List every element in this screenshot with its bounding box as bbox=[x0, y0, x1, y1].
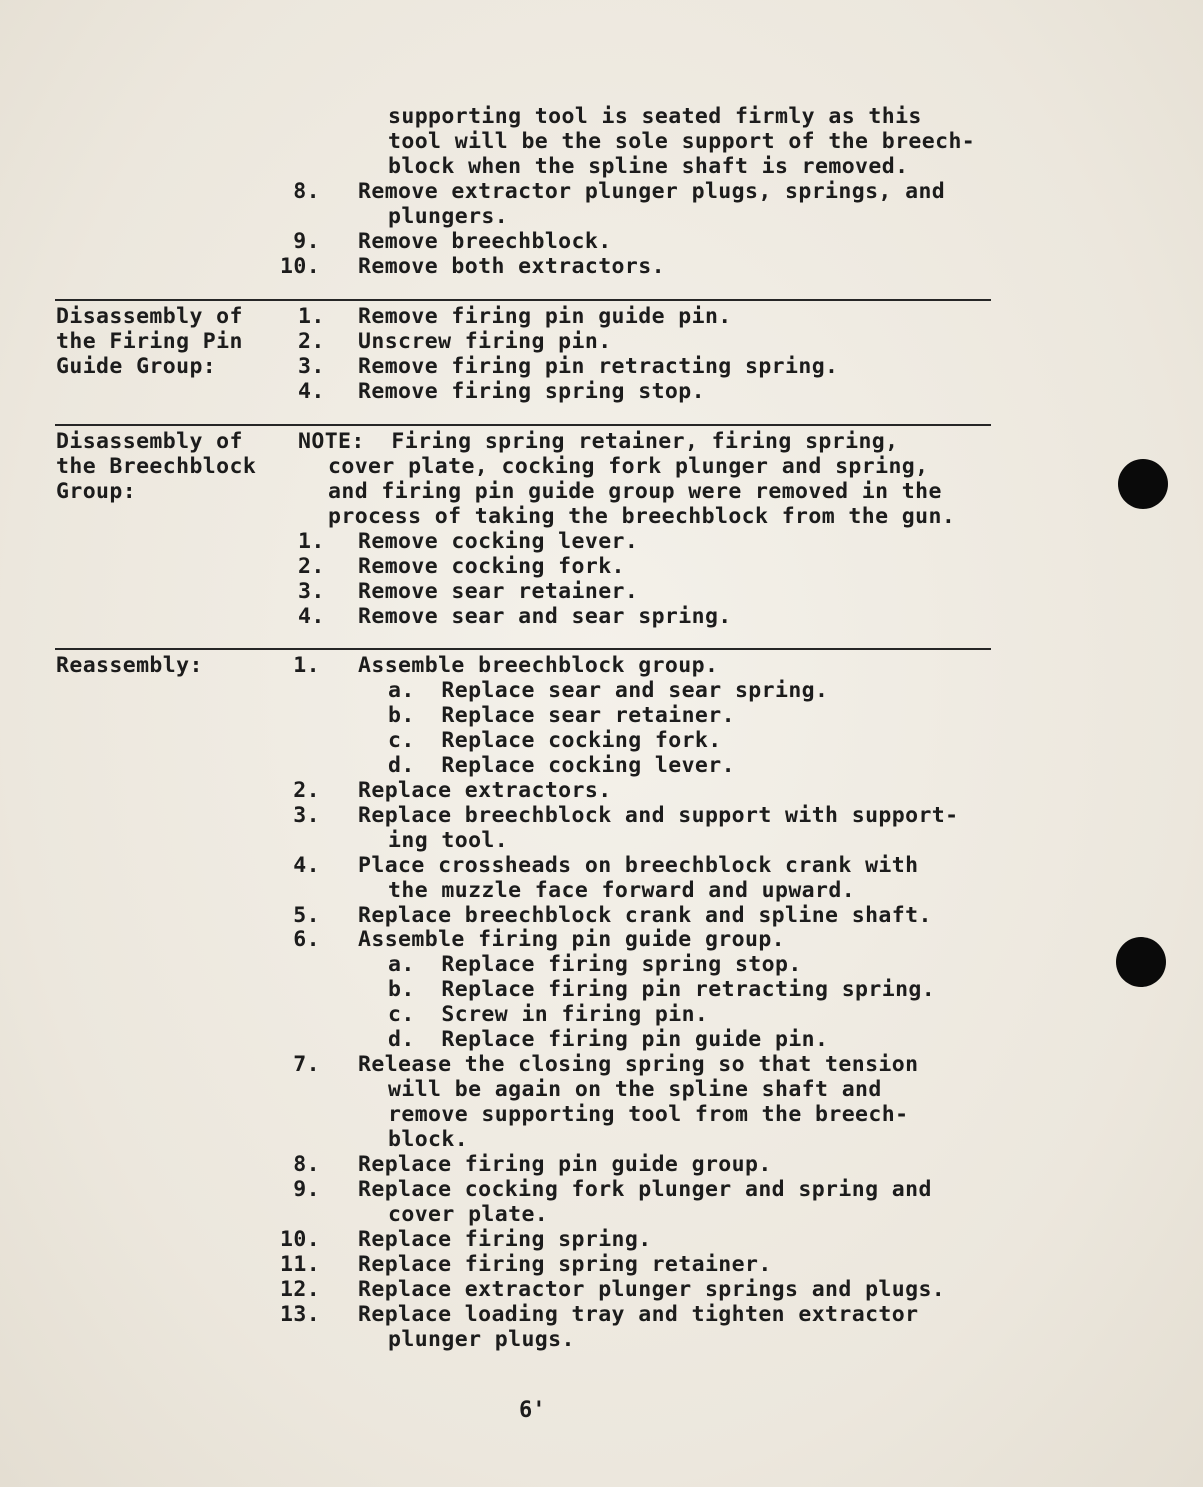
step-number: 11. bbox=[280, 1251, 321, 1277]
note-text: cover plate, cocking fork plunger and spring, bbox=[328, 454, 929, 479]
step-text: Remove sear retainer. bbox=[358, 579, 639, 604]
step-number: 9. bbox=[293, 229, 320, 254]
continuation-line: block when the spline shaft is removed. bbox=[388, 154, 909, 179]
step-text: Replace loading tray and tighten extractor bbox=[358, 1301, 919, 1327]
sub-step-text: a. Replace sear and sear spring. bbox=[388, 677, 829, 703]
sub-step-text: b. Replace sear retainer. bbox=[388, 702, 735, 728]
step-text: Replace firing spring retainer. bbox=[358, 1251, 772, 1277]
step-text: Remove firing pin retracting spring. bbox=[358, 354, 839, 379]
step-text: will be again on the spline shaft and bbox=[388, 1077, 882, 1103]
step-number: 4. bbox=[298, 604, 325, 629]
step-number: 7. bbox=[293, 1052, 320, 1078]
sub-step-text: d. Replace cocking lever. bbox=[388, 752, 735, 778]
step-number: 3. bbox=[298, 579, 325, 604]
section-heading: Reassembly: bbox=[56, 653, 203, 678]
binder-hole bbox=[1116, 937, 1166, 987]
section-divider bbox=[55, 648, 991, 650]
step-number: 5. bbox=[293, 902, 320, 928]
continuation-line: supporting tool is seated firmly as this bbox=[388, 104, 922, 129]
section-heading: Group: bbox=[56, 479, 137, 504]
section-heading: Disassembly of bbox=[56, 429, 243, 454]
step-text: Replace extractors. bbox=[358, 777, 612, 803]
section-divider bbox=[55, 299, 991, 301]
sub-step-text: b. Replace firing pin retracting spring. bbox=[388, 977, 936, 1003]
step-number: 4. bbox=[298, 379, 325, 404]
step-text: Remove sear and sear spring. bbox=[358, 604, 732, 629]
step-text: Remove cocking fork. bbox=[358, 554, 625, 579]
step-text: ing tool. bbox=[388, 827, 509, 853]
sub-step-text: c. Screw in firing pin. bbox=[388, 1002, 709, 1028]
sub-step-text: c. Replace cocking fork. bbox=[388, 727, 722, 753]
step-number: 3. bbox=[298, 354, 325, 379]
step-text: Assemble firing pin guide group. bbox=[358, 927, 786, 953]
section-divider bbox=[55, 424, 991, 426]
step-text: plungers. bbox=[388, 204, 509, 229]
step-number: 9. bbox=[293, 1176, 320, 1202]
step-text: Replace firing spring. bbox=[358, 1226, 652, 1252]
step-text: Replace extractor plunger springs and plugs. bbox=[358, 1276, 946, 1302]
step-number: 8. bbox=[293, 1152, 320, 1177]
step-number: 2. bbox=[298, 329, 325, 354]
step-text: Remove firing pin guide pin. bbox=[358, 304, 732, 329]
step-text: cover plate. bbox=[388, 1201, 549, 1227]
step-text: Replace breechblock crank and spline shaft. bbox=[358, 902, 932, 928]
step-text: plunger plugs. bbox=[388, 1326, 575, 1352]
section-heading: the Firing Pin bbox=[56, 329, 243, 354]
step-text: Remove both extractors. bbox=[358, 254, 665, 279]
page-number: 6' bbox=[519, 1398, 546, 1423]
step-text: Assemble breechblock group. bbox=[358, 653, 719, 678]
step-number: 1. bbox=[298, 304, 325, 329]
sub-step-text: a. Replace firing spring stop. bbox=[388, 952, 802, 978]
step-number: 2. bbox=[298, 554, 325, 579]
binder-hole bbox=[1118, 459, 1168, 509]
step-number: 1. bbox=[293, 653, 320, 678]
step-number: 10. bbox=[280, 254, 321, 279]
step-text: Remove extractor plunger plugs, springs, and bbox=[358, 179, 946, 204]
step-number: 6. bbox=[293, 927, 320, 953]
step-text: Replace cocking fork plunger and spring and bbox=[358, 1176, 932, 1202]
step-number: 3. bbox=[293, 802, 320, 828]
continuation-line: tool will be the sole support of the breech- bbox=[388, 129, 976, 154]
step-number: 10. bbox=[280, 1226, 321, 1252]
step-number: 2. bbox=[293, 777, 320, 803]
step-text: Remove breechblock. bbox=[358, 229, 612, 254]
note-text: and firing pin guide group were removed in the bbox=[328, 479, 942, 504]
note-text: NOTE: Firing spring retainer, firing spring, bbox=[298, 429, 899, 454]
step-number: 1. bbox=[298, 529, 325, 554]
step-text: Release the closing spring so that tension bbox=[358, 1052, 919, 1078]
step-text: Replace firing pin guide group. bbox=[358, 1152, 772, 1177]
note-text: process of taking the breechblock from the gun. bbox=[328, 504, 956, 529]
step-number: 4. bbox=[293, 852, 320, 878]
step-text: block. bbox=[388, 1127, 469, 1153]
step-text: Replace breechblock and support with support- bbox=[358, 802, 959, 828]
section-heading: the Breechblock bbox=[56, 454, 257, 479]
section-heading: Guide Group: bbox=[56, 354, 217, 379]
step-text: Remove cocking lever. bbox=[358, 529, 639, 554]
step-text: the muzzle face forward and upward. bbox=[388, 877, 856, 903]
step-text: Place crossheads on breechblock crank with bbox=[358, 852, 919, 878]
step-number: 13. bbox=[280, 1301, 321, 1327]
step-text: remove supporting tool from the breech- bbox=[388, 1102, 909, 1128]
step-text: Unscrew firing pin. bbox=[358, 329, 612, 354]
section-heading: Disassembly of bbox=[56, 304, 243, 329]
step-text: Remove firing spring stop. bbox=[358, 379, 705, 404]
sub-step-text: d. Replace firing pin guide pin. bbox=[388, 1027, 829, 1053]
step-number: 8. bbox=[293, 179, 320, 204]
step-number: 12. bbox=[280, 1276, 321, 1302]
